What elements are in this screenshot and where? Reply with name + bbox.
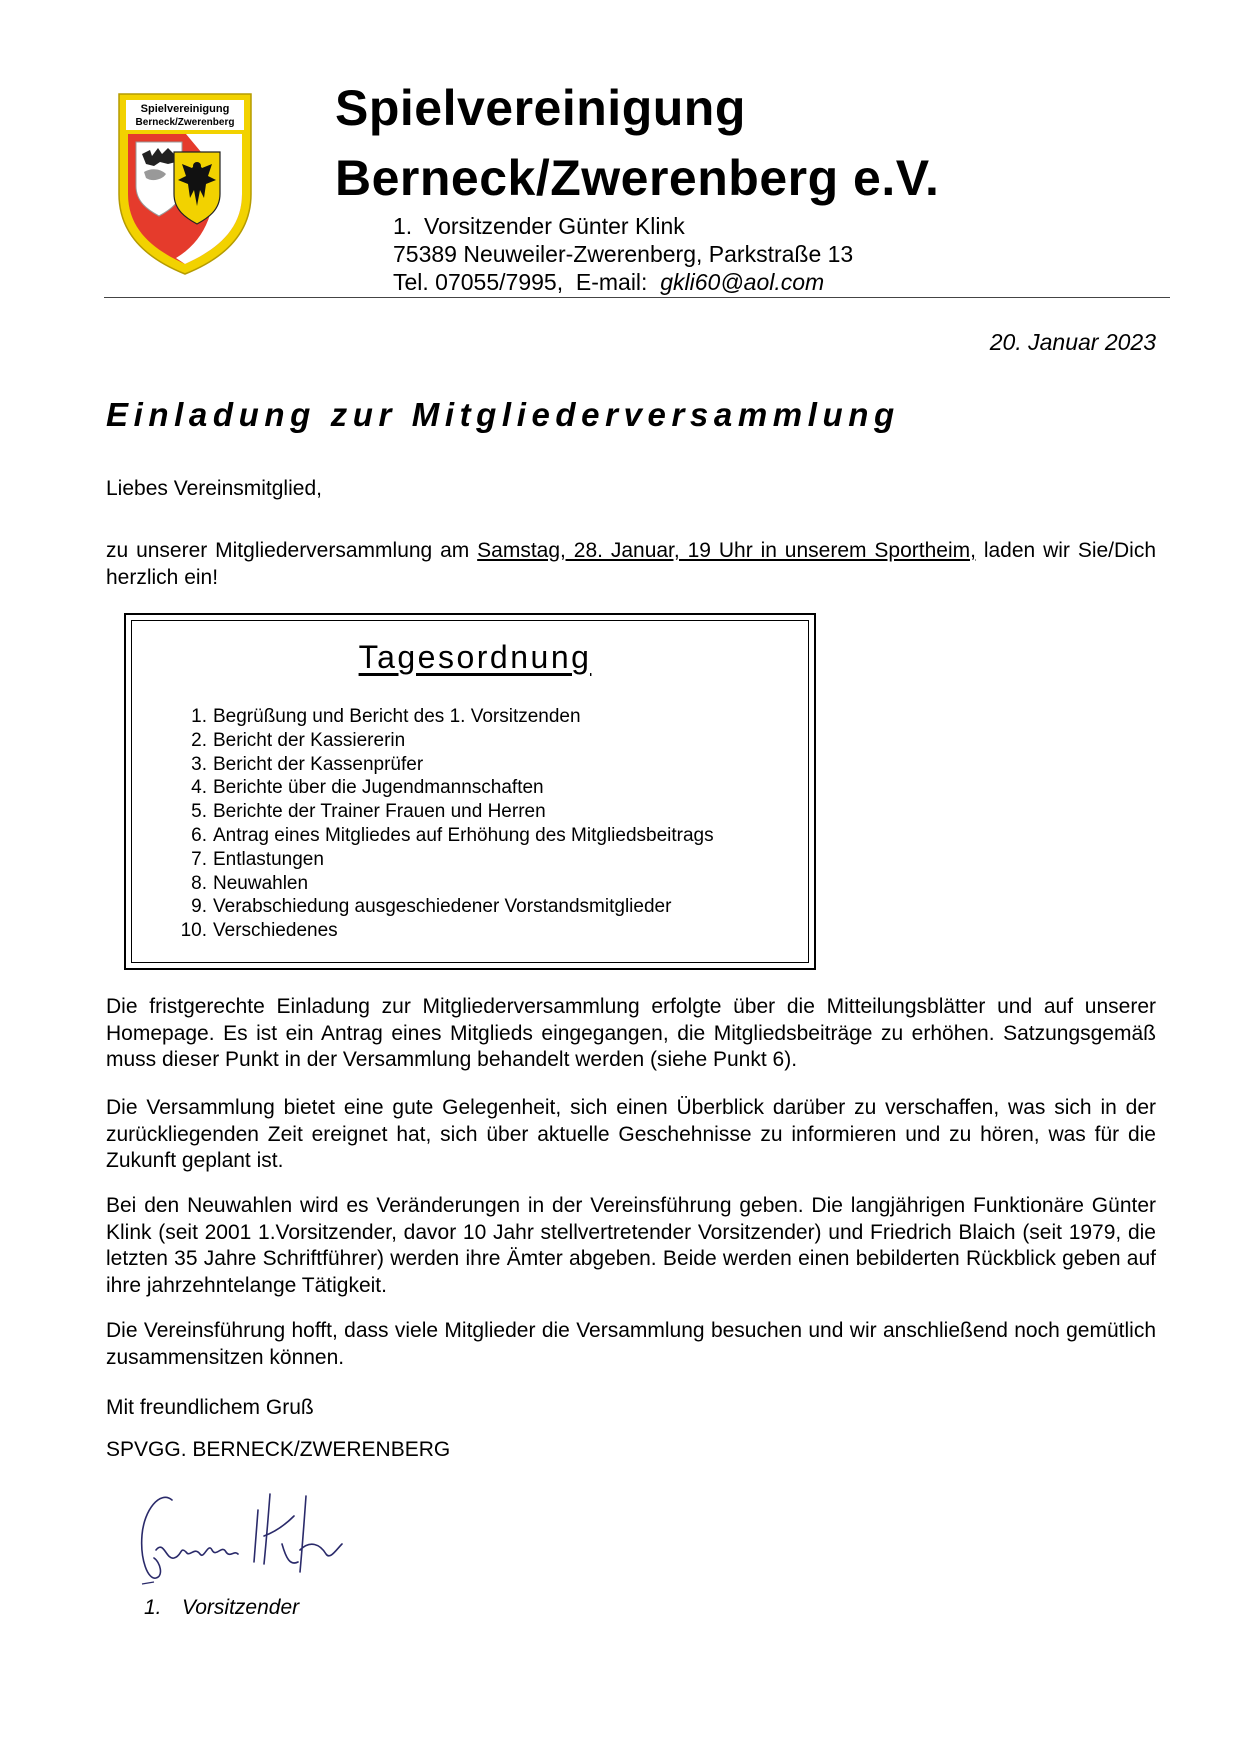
agenda-item-number: 2. bbox=[191, 729, 207, 751]
agenda-item bbox=[179, 753, 714, 777]
salutation: Liebes Vereinsmitglied, bbox=[106, 477, 322, 500]
agenda-item-number: 1. bbox=[191, 706, 207, 727]
body-paragraph-announcement: Die fristgerechte Einladung zur Mitgliederversammlung erfolgte über die Mitteilungsblätter und auf unserer Homepage. Es ist ein Antrag eines Mitglieds eingegangen, die Mitgliedsbeiträge zu erhöhen. Satzungsgemäß muss dieser Punkt in der Versammlung behandelt werden (siehe Punkt 6). bbox=[106, 995, 1156, 1071]
agenda-item-number: 9. bbox=[191, 896, 207, 918]
agenda-item-text: Bericht der Kassiererin bbox=[213, 729, 406, 751]
handwritten-signature bbox=[130, 1480, 360, 1590]
agenda-item bbox=[179, 705, 714, 729]
club-signoff: SPVGG. BERNECK/ZWERENBERG bbox=[106, 1438, 451, 1461]
agenda-item-text: Bericht der Kassenprüfer bbox=[213, 753, 424, 775]
crest-text-line1: Spielvereinigung bbox=[140, 103, 230, 115]
agenda-item-number: 5. bbox=[191, 801, 207, 823]
meeting-date-location: Samstag, 28. Januar, 19 Uhr in unserem Sportheim, bbox=[477, 539, 976, 562]
contact-number: 1. bbox=[393, 213, 413, 239]
closing-greeting: Mit freundlichem Gruß bbox=[106, 1396, 314, 1419]
contact-address: 75389 Neuweiler-Zwerenberg, Parkstraße 13 bbox=[393, 241, 854, 267]
body-paragraph-elections: Bei den Neuwahlen wird es Veränderungen in der Vereinsführung geben. Die langjährigen Funktionäre Günter Klink (seit 2001 1.Vorsitzender, davor 10 Jahr stellvertretender Vorsitzender) und Friedrich Blaich (seit 1979, die letzten 35 Jahre Schriftführer) werden ihre Ämter abgeben. Beide werden einen bebilderten Rückblick geben auf ihre jahrzehntelange Tätigkeit. bbox=[106, 1194, 1156, 1297]
body-paragraph-overview: Die Versammlung bietet eine gute Gelegenheit, sich einen Überblick darüber zu verschaffen, was sich in der zurückliegenden Zeit ereignet hat, sich über aktuelle Geschehnisse zu informieren und zu hören, was für die Zukunft geplant ist. bbox=[106, 1096, 1156, 1172]
agenda-item-text: Verschiedenes bbox=[213, 920, 338, 942]
agenda-box bbox=[124, 613, 816, 970]
agenda-item-text: Berichte über die Jugendmannschaften bbox=[213, 777, 544, 799]
agenda-list bbox=[179, 705, 714, 943]
agenda-item-text: Begrüßung und Bericht des 1. Vorsitzenden bbox=[213, 706, 581, 727]
contact-email-link[interactable]: gkli60@aol.com bbox=[660, 269, 825, 295]
agenda-item-text: Berichte der Trainer Frauen und Herren bbox=[213, 801, 546, 823]
intro-text-before: zu unserer Mitgliederversammlung am bbox=[106, 539, 478, 562]
agenda-item bbox=[179, 872, 714, 896]
agenda-item bbox=[179, 895, 714, 919]
crest-text-line2: Berneck/Zwerenberg bbox=[135, 117, 235, 128]
agenda-item-number: 7. bbox=[191, 848, 207, 870]
intro-text-after: laden wir Sie/Dich herzlich ein! bbox=[106, 539, 1157, 589]
contact-name: Vorsitzender Günter Klink bbox=[424, 213, 685, 239]
agenda-item bbox=[179, 776, 714, 800]
agenda-title: Tagesordnung bbox=[358, 639, 592, 675]
intro-paragraph bbox=[106, 538, 1156, 591]
signature-role-title: Vorsitzender bbox=[182, 1596, 300, 1619]
signature-role bbox=[144, 1596, 299, 1620]
letter-date: 20. Januar 2023 bbox=[989, 329, 1156, 355]
agenda-item bbox=[179, 729, 714, 753]
signature-role-number: 1. bbox=[144, 1596, 162, 1619]
agenda-item bbox=[179, 919, 714, 943]
header-divider bbox=[104, 297, 1170, 298]
club-name-title-line2: Berneck/Zwerenberg e.V. bbox=[335, 150, 940, 206]
agenda-item bbox=[179, 824, 714, 848]
agenda-item-number: 4. bbox=[191, 777, 207, 799]
agenda-item-text: Verabschiedung ausgeschiedener Vorstandsmitglieder bbox=[213, 896, 672, 918]
letter-heading: Einladung zur Mitgliederversammlung bbox=[106, 396, 900, 433]
club-crest-logo bbox=[116, 90, 254, 276]
body-paragraph-hope: Die Vereinsführung hofft, dass viele Mitglieder die Versammlung besuchen und wir anschließend noch gemütlich zusammensitzen können. bbox=[106, 1319, 1156, 1369]
agenda-item-text: Entlastungen bbox=[213, 848, 324, 870]
contact-phone-email bbox=[393, 268, 824, 296]
agenda-item-number: 8. bbox=[191, 872, 207, 894]
contact-chairman bbox=[393, 212, 685, 240]
contact-phone: Tel. 07055/7995, E-mail: bbox=[393, 269, 661, 295]
agenda-item-number: 3. bbox=[191, 753, 207, 775]
agenda-item-number: 10. bbox=[180, 920, 207, 942]
club-name-title-line1: Spielvereinigung bbox=[335, 80, 746, 136]
agenda-item-text: Antrag eines Mitgliedes auf Erhöhung des Mitgliedsbeitrags bbox=[213, 824, 714, 846]
agenda-inner-frame bbox=[131, 620, 809, 963]
agenda-item bbox=[179, 848, 714, 872]
agenda-item-number: 6. bbox=[191, 824, 207, 846]
agenda-item-text: Neuwahlen bbox=[213, 872, 309, 894]
agenda-item bbox=[179, 800, 714, 824]
